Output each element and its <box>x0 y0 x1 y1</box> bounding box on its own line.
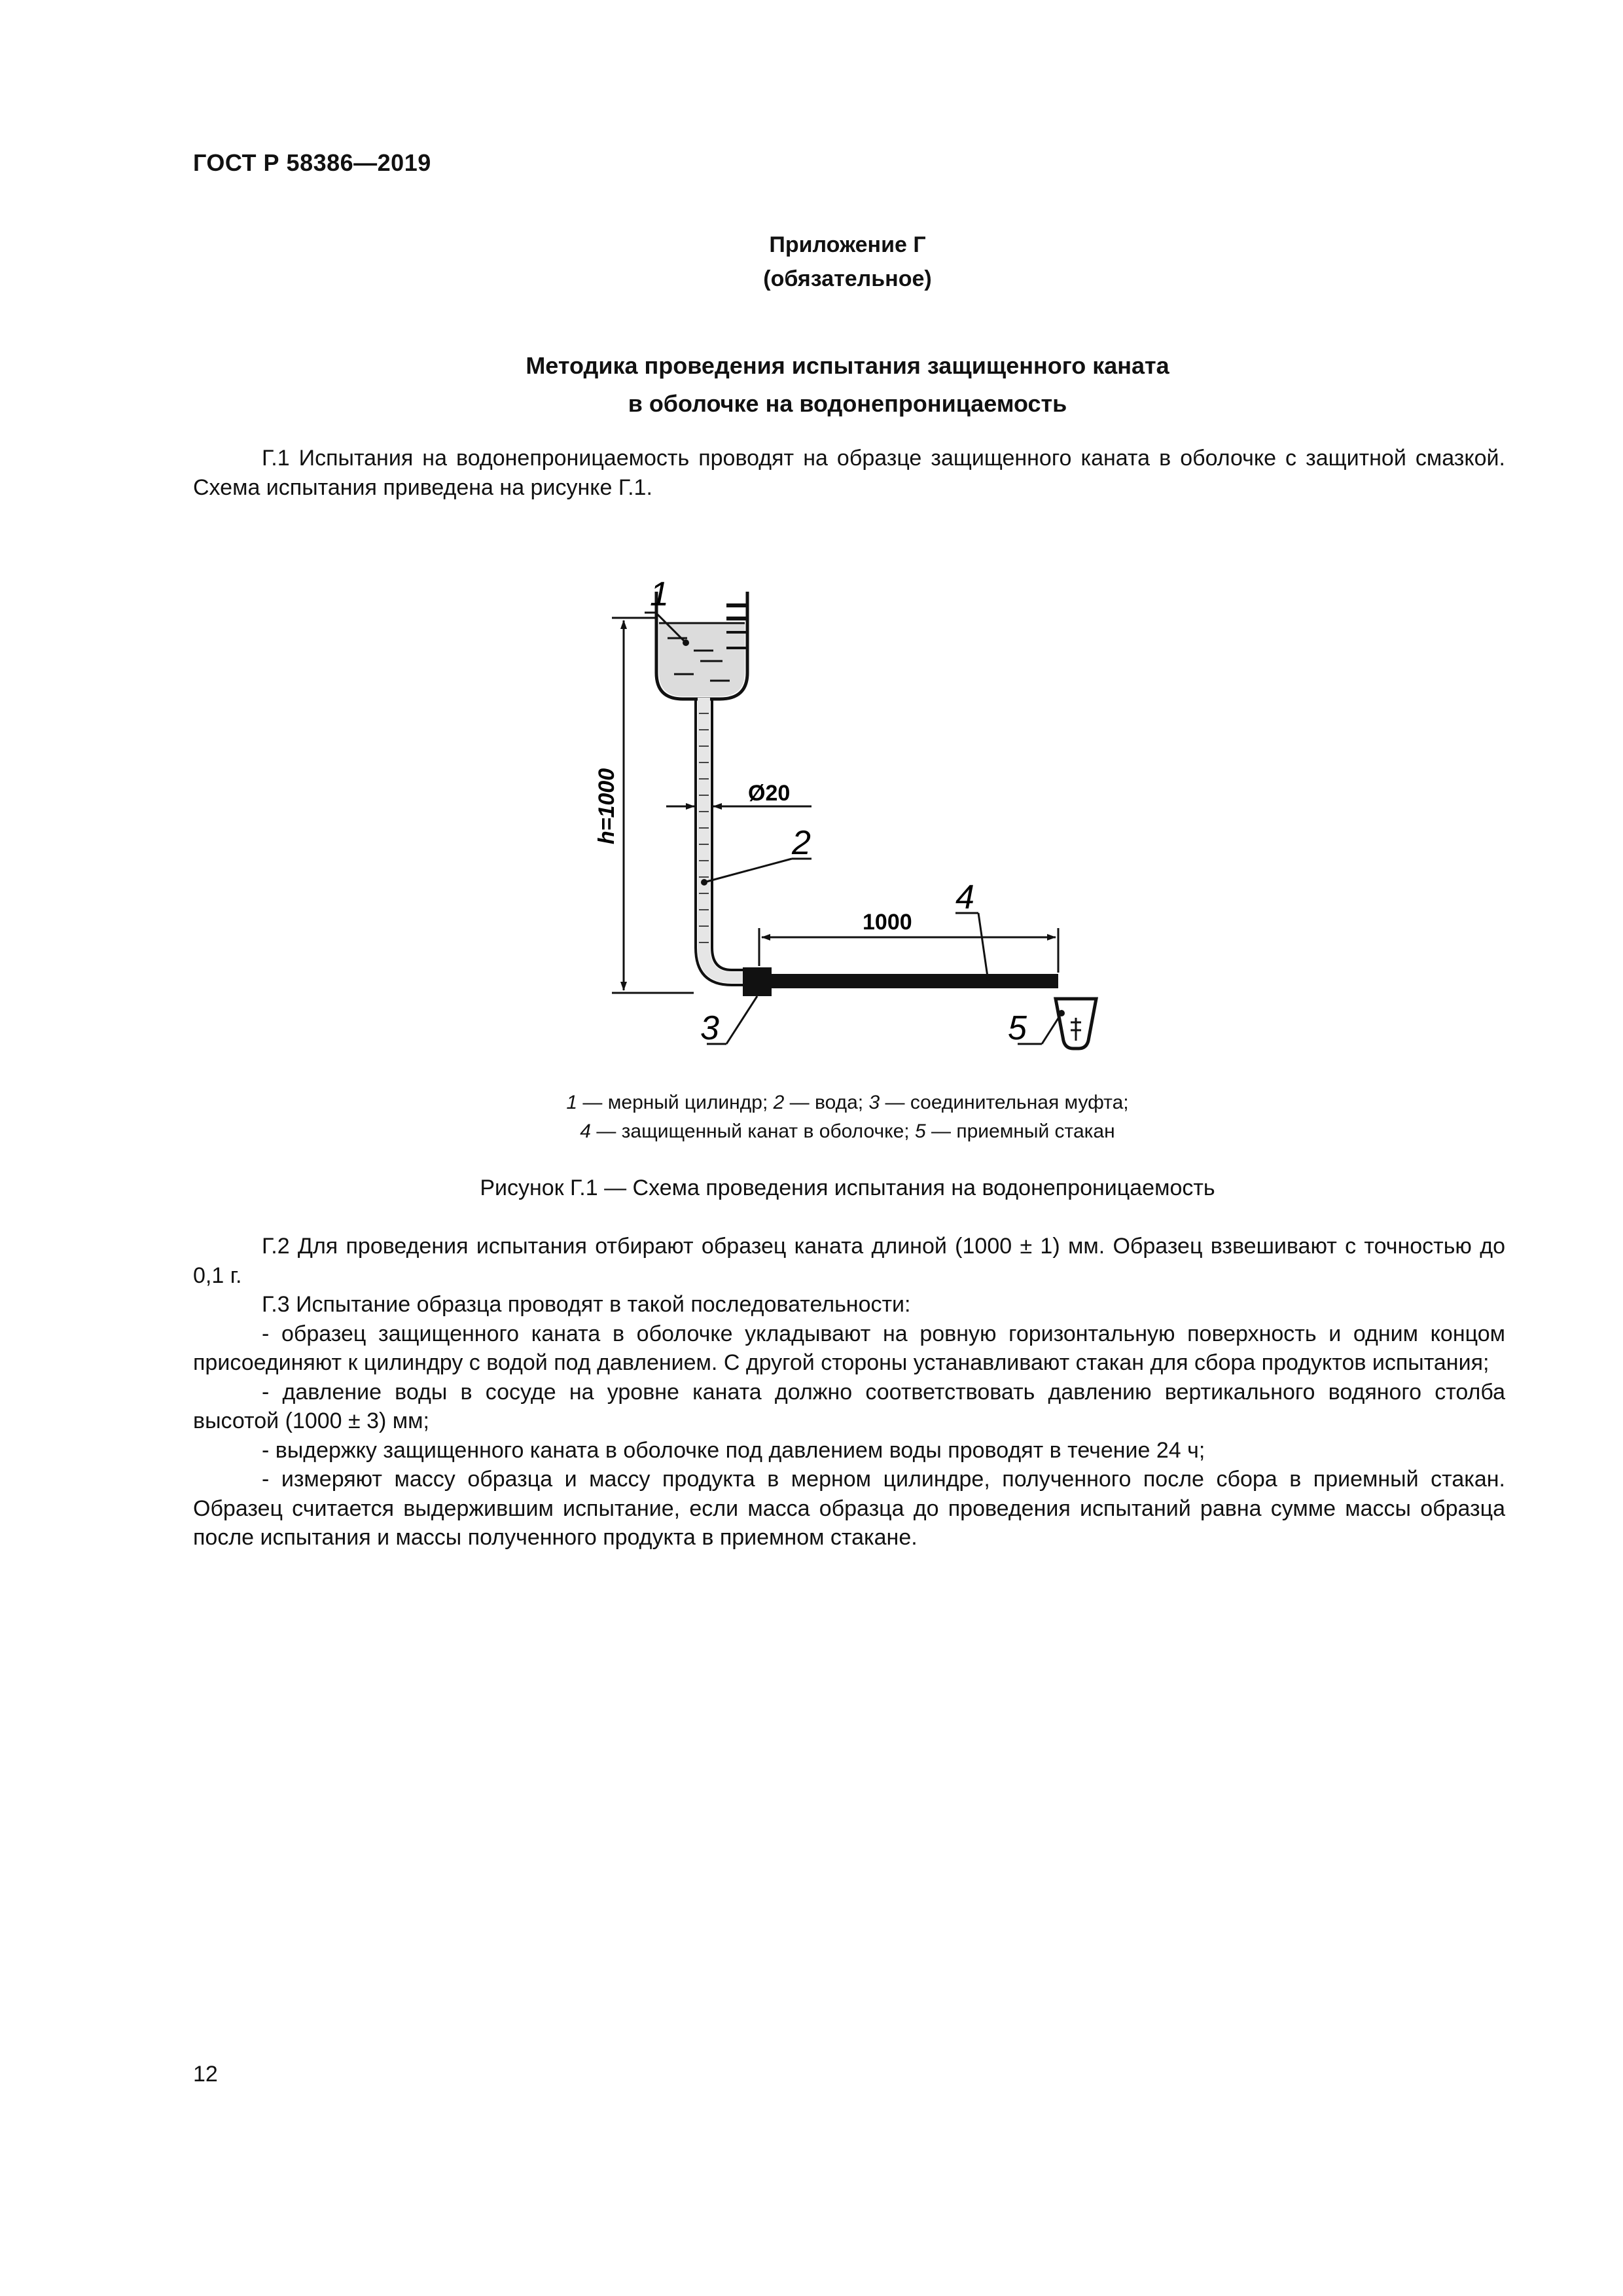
legend-text-3: — соединительная муфта; <box>880 1092 1129 1113</box>
figure-legend <box>0 1088 1623 1146</box>
list-item: - выдержку защищенного каната в оболочке под давлением воды проводят в течение 24 ч; <box>262 1437 1205 1463</box>
label-3: 3 <box>700 1009 719 1047</box>
list-item: - образец защищенного каната в оболочке укладывают на ровную горизонтальную поверхность и одним концом присоединяют к цилиндру с водой под давлением. С другой стороны устанавливают стакан для сбора продуктов испытания; <box>193 1321 1505 1375</box>
list-item: - давление воды в сосуде на уровне каната должно соответствовать давлению вертикального водяного столба высотой (1000 ± 3) мм; <box>193 1379 1505 1433</box>
height-label: h=1000 <box>594 768 619 845</box>
receiving-beaker <box>1018 999 1096 1049</box>
paragraph-g1-text: Г.1 Испытания на водонепроницаемость проводят на образце защищенного каната в оболочке с защитной смазкой. Схема испытания приведена на рисунке Г.1. <box>193 446 1505 500</box>
protected-rope <box>772 974 1058 988</box>
paragraphs-g2-g3 <box>193 1232 1505 1552</box>
legend-line-2 <box>0 1117 1623 1146</box>
page-number: 12 <box>193 2062 218 2087</box>
label-5: 5 <box>1008 1009 1027 1047</box>
document-header: ГОСТ Р 58386—2019 <box>193 149 431 176</box>
legend-text-5: — приемный стакан <box>925 1121 1115 1142</box>
list-item: - измеряют массу образца и массу продукта в мерном цилиндре, полученного после сбора в приемный стакан. Образец считается выдержившим испытание, если масса образца до проведения испытаний равна сумме массы образца после испытания и массы полученного продукта в приемном стакане. <box>193 1467 1505 1550</box>
legend-num-1: 1 <box>566 1092 578 1113</box>
label-1: 1 <box>650 575 669 613</box>
coupling <box>743 967 772 996</box>
legend-num-2: 2 <box>773 1092 785 1113</box>
appendix-status: (обязательное) <box>763 266 932 291</box>
legend-num-5: 5 <box>914 1121 926 1142</box>
title-line-1: Методика проведения испытания защищенного каната <box>526 352 1169 379</box>
legend-text-4: — защищенный канат в оболочке; <box>590 1121 915 1142</box>
legend-num-3: 3 <box>868 1092 880 1113</box>
label-4: 4 <box>955 878 974 916</box>
legend-num-4: 4 <box>580 1121 591 1142</box>
legend-line-1 <box>0 1088 1623 1117</box>
paragraph-g3-intro: Г.3 Испытание образца проводят в такой последовательности: <box>262 1292 911 1317</box>
diameter-label: Ø20 <box>748 781 791 806</box>
figure-caption: Рисунок Г.1 — Схема проведения испытания на водонепроницаемость <box>480 1175 1215 1200</box>
legend-text-2: — вода; <box>784 1092 869 1113</box>
length-label: 1000 <box>863 910 912 935</box>
length-dimension <box>759 928 1058 973</box>
legend-text-1: — мерный цилиндр; <box>577 1092 774 1113</box>
label-2: 2 <box>792 824 811 862</box>
title-line-2: в оболочке на водонепроницаемость <box>628 390 1067 417</box>
paragraph-g2: Г.2 Для проведения испытания отбирают образец каната длиной (1000 ± 1) мм. Образец взвешивают с точностью до 0,1 г. <box>193 1234 1505 1288</box>
appendix-label: Приложение Г <box>769 232 926 257</box>
